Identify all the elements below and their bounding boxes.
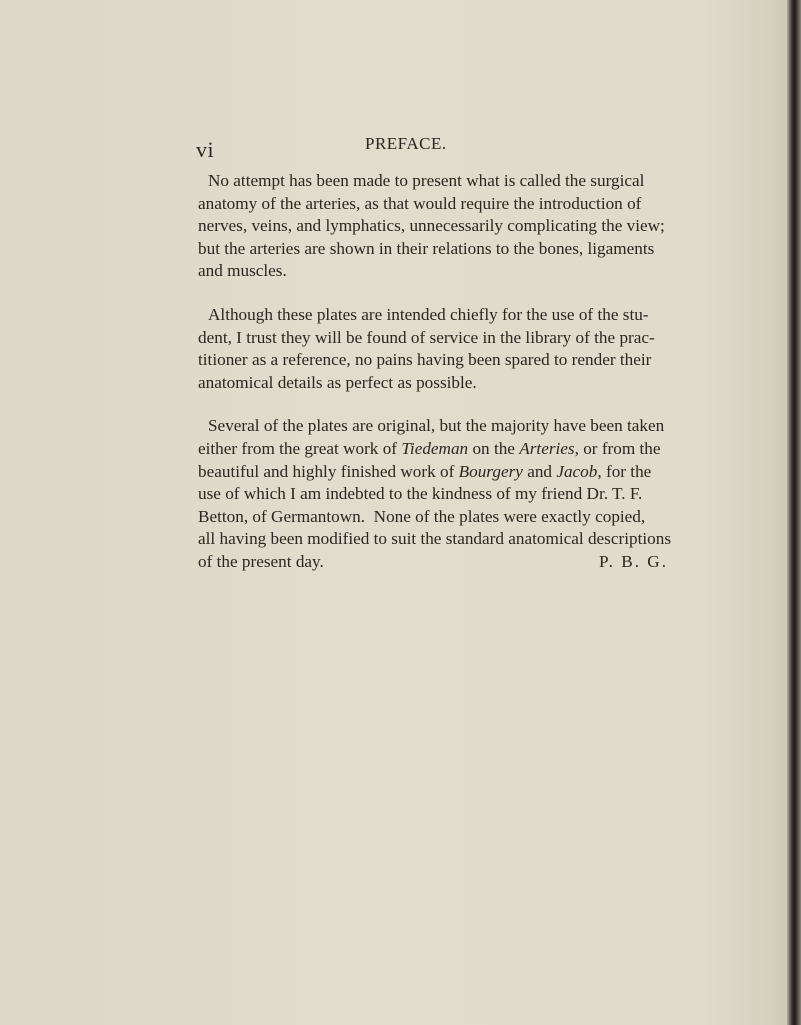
text-line: anatomy of the arteries, as that would require the introduction of xyxy=(198,193,642,213)
text-line: Several of the plates are original, but the majority have been taken xyxy=(208,416,665,436)
preface-text xyxy=(198,170,672,595)
paragraph-1 xyxy=(198,170,668,283)
text-line: titioner as a reference, no pains having been spared to render their xyxy=(198,350,652,370)
text-line: use of which I am indebted to the kindness of my friend Dr. T. F. xyxy=(198,484,643,504)
paragraph-2 xyxy=(198,304,668,394)
author-signature: P. B. G. xyxy=(598,551,668,571)
text-line: nerves, veins, and lymphatics, unnecessarily complicating the view; xyxy=(198,216,665,236)
text-line xyxy=(198,461,668,484)
paragraph-3 xyxy=(198,415,672,573)
text-line: of the present day. xyxy=(198,551,324,571)
text-line: anatomical details as perfect as possible. xyxy=(198,372,477,392)
text-line xyxy=(198,438,668,461)
text-run: and xyxy=(522,461,557,481)
citation-jacob: Jacob xyxy=(556,461,598,481)
text-line: but the arteries are shown in their relations to the bones, ligaments xyxy=(198,238,655,258)
text-line: No attempt has been made to present what is called the surgical xyxy=(208,171,645,190)
book-edge xyxy=(787,0,801,1025)
text-run: beautiful and highly finished work of xyxy=(198,461,459,481)
text-run: , or from the xyxy=(574,438,661,458)
text-run: on the xyxy=(468,438,520,458)
text-line: Although these plates are intended chiefly for the use of the stu- xyxy=(208,304,649,324)
text-line: all having been modified to suit the standard anatomical descriptions xyxy=(198,529,672,549)
text-run: either from the great work of xyxy=(198,438,402,458)
citation-arteries: Arteries xyxy=(519,438,575,458)
citation-bourgery: Bourgery xyxy=(458,461,523,481)
citation-tiedeman: Tiedeman xyxy=(401,438,469,458)
text-run: , for the xyxy=(597,461,652,481)
text-line: dent, I trust they will be found of service in the library of the prac- xyxy=(198,327,655,347)
running-title: PREFACE. xyxy=(365,134,447,153)
closing-line xyxy=(198,551,668,574)
text-line: and muscles. xyxy=(198,261,287,281)
text-line: Betton, of Germantown. None of the plates were exactly copied, xyxy=(198,506,646,526)
page-number: vi xyxy=(196,137,215,162)
